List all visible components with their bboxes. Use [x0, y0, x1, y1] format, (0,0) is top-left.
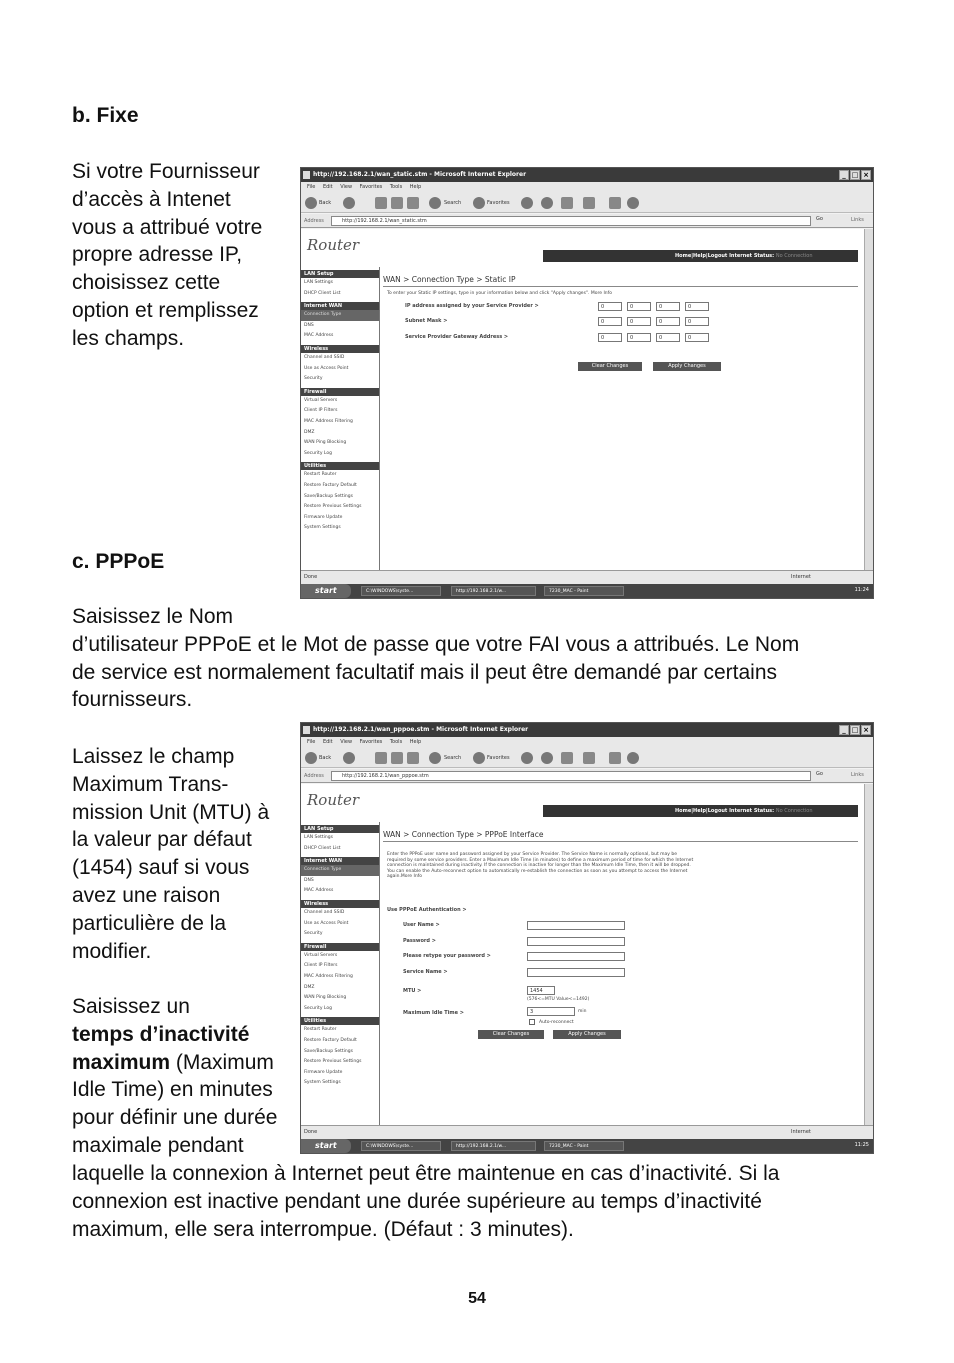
internet-status: No Connection [775, 253, 813, 259]
favorites-label[interactable]: Favorites [487, 755, 510, 761]
sidebar-item[interactable]: Channel and SSID [304, 354, 345, 360]
go-button[interactable]: Go [816, 216, 823, 222]
mask-field-2[interactable]: 0 [627, 317, 651, 326]
text-bold: maximum [72, 1050, 171, 1074]
gateway-field-1[interactable]: 0 [598, 333, 622, 342]
start-button[interactable]: start [301, 1139, 351, 1153]
clear-changes-button[interactable]: Clear Changes [578, 362, 642, 371]
page-content [301, 784, 864, 1125]
sidebar-item[interactable]: Security Log [304, 450, 332, 456]
stop-icon[interactable] [375, 197, 387, 209]
scrollbar[interactable] [864, 229, 873, 570]
mtu-label: MTU > [403, 988, 422, 994]
scrollbar[interactable] [864, 784, 873, 1125]
gateway-field-4[interactable]: 0 [685, 333, 709, 342]
browser-toolbar [301, 748, 873, 768]
heading-fixe: b. Fixe [72, 104, 139, 127]
menu-bar[interactable]: File Edit View Favorites Tools Help [301, 182, 873, 193]
maximize-icon[interactable]: □ [851, 171, 859, 179]
screenshot-static-ip [300, 167, 874, 599]
service-name-label: Service Name > [403, 969, 448, 975]
sidebar-item[interactable]: Restore Factory Default [304, 482, 357, 488]
heading-pppoe: c. PPPoE [72, 550, 165, 573]
text-line [72, 1049, 302, 1077]
gateway-field-3[interactable]: 0 [656, 333, 680, 342]
window-title: http://192.168.2.1/wan_pppoe.stm - Microsoft Internet Explorer [313, 726, 529, 733]
sidebar-item[interactable]: Restart Router [304, 1027, 337, 1033]
sidebar-section-header: LAN Setup [301, 270, 379, 278]
refresh-icon[interactable] [391, 197, 403, 209]
subnet-mask-label: Subnet Mask > [405, 318, 448, 324]
sidebar-item[interactable]: Channel and SSID [304, 909, 345, 915]
search-icon[interactable] [429, 197, 441, 209]
mask-field-3[interactable]: 0 [656, 317, 680, 326]
idle-time-input[interactable]: 3 [527, 1007, 575, 1016]
links-button[interactable]: Links [851, 772, 864, 778]
address-label: Address [304, 773, 324, 779]
sidebar-item[interactable]: DHCP Client List [304, 845, 341, 851]
text-line: pour définir une durée [72, 1106, 278, 1130]
forward-icon[interactable] [343, 752, 355, 764]
router-logo: Router [307, 236, 360, 254]
sidebar-item[interactable]: DNS [304, 877, 314, 883]
sidebar-item[interactable]: Client IP Filters [304, 963, 338, 969]
sidebar-section-header: LAN Setup [301, 825, 379, 833]
text-line: maximale pendant [72, 1133, 244, 1157]
text-regular: (Maximum [170, 1050, 274, 1074]
address-input[interactable]: http://192.168.2.1/wan_pppoe.stm [331, 771, 811, 781]
auto-reconnect-checkbox[interactable] [529, 1019, 535, 1025]
sidebar-item[interactable]: Firmware Update [304, 514, 343, 520]
back-label[interactable]: Back [319, 200, 332, 206]
ip-field-1[interactable]: 0 [598, 302, 622, 311]
gateway-label: Service Provider Gateway Address > [405, 334, 509, 340]
close-icon[interactable]: × [861, 725, 871, 735]
text-line: la valeur par défaut [72, 828, 252, 852]
clock: 11:24 [854, 587, 869, 593]
apply-changes-button[interactable]: Apply Changes [553, 1030, 621, 1039]
text-line: particulière de la [72, 911, 227, 935]
home-icon[interactable] [407, 752, 419, 764]
text-line: d’accès à Intenet [72, 187, 231, 211]
retype-password-label: Please retype your password > [403, 953, 491, 959]
sidebar-item[interactable]: Use as Access Point [304, 920, 349, 926]
main-panel [383, 267, 864, 570]
max-idle-time-label: Maximum Idle Time > [403, 1010, 464, 1016]
sidebar-section-header: Utilities [301, 462, 379, 470]
favorites-icon[interactable] [473, 752, 485, 764]
task-button[interactable]: 7230_MAC - Paint [544, 1141, 624, 1151]
task-button[interactable]: C:\WINDOWS\syste... [361, 1141, 441, 1151]
minimize-icon[interactable]: _ [839, 170, 849, 180]
screenshot-pppoe [300, 722, 874, 1154]
text-line: choisissez cette [72, 271, 221, 295]
divider [383, 841, 858, 842]
sidebar [301, 822, 380, 1125]
mask-field-4[interactable]: 0 [685, 317, 709, 326]
text-line-bold: temps d’inactivité [72, 1022, 250, 1046]
text-line: (1454) sauf si vous [72, 856, 250, 880]
sidebar-section-header: Firewall [301, 943, 379, 951]
window-controls [839, 725, 871, 735]
top-nav-links[interactable]: Home|Help|Logout Internet Status: [675, 253, 775, 259]
clock: 11:25 [854, 1142, 869, 1148]
router-logo: Router [307, 791, 360, 809]
sidebar-item[interactable]: WAN Ping Blocking [304, 440, 347, 446]
taskbar [301, 1139, 873, 1153]
search-icon[interactable] [429, 752, 441, 764]
sidebar-section-header: Utilities [301, 1017, 379, 1025]
gateway-field-2[interactable]: 0 [627, 333, 651, 342]
retype-password-input[interactable] [527, 952, 625, 961]
ip-field-4[interactable]: 0 [685, 302, 709, 311]
address-bar [301, 769, 873, 783]
task-button[interactable]: C:\WINDOWS\syste... [361, 586, 441, 596]
sidebar-item[interactable]: Firmware Update [304, 1069, 343, 1075]
history-icon[interactable] [541, 752, 553, 764]
password-label: Password > [403, 938, 436, 944]
task-button[interactable]: 7230_MAC - Paint [544, 586, 624, 596]
text-line: Saisissez un [72, 995, 190, 1018]
ip-field-3[interactable]: 0 [656, 302, 680, 311]
sidebar-item[interactable]: Connection Type [301, 310, 379, 321]
sidebar-item[interactable]: System Settings [304, 525, 341, 531]
sidebar-item[interactable]: Restore Previous Settings [304, 504, 362, 510]
status-zone: Internet [791, 1129, 811, 1135]
text-line: propre adresse IP, [72, 243, 243, 267]
sidebar-item[interactable]: DHCP Client List [304, 290, 341, 296]
text-line: modifier. [72, 939, 152, 963]
refresh-icon[interactable] [391, 752, 403, 764]
text-line: Laissez le champ [72, 745, 235, 768]
fixe-description [72, 158, 302, 353]
sidebar-item[interactable]: Restore Previous Settings [304, 1059, 362, 1065]
breadcrumb: WAN > Connection Type > PPPoE Interface [383, 830, 544, 839]
address-label: Address [304, 218, 324, 224]
text-line: fournisseurs. [72, 688, 193, 712]
browser-toolbar [301, 193, 873, 213]
address-input[interactable]: http://192.168.2.1/wan_static.stm [331, 216, 811, 226]
sidebar-section-header: Firewall [301, 388, 379, 396]
messenger-icon[interactable] [627, 197, 639, 209]
sidebar-item[interactable]: Security Log [304, 1005, 332, 1011]
favorites-icon[interactable] [473, 197, 485, 209]
mtu-hint: (576<=MTU Value<=1492) [527, 997, 590, 1002]
search-label[interactable]: Search [444, 200, 462, 206]
sidebar-item[interactable]: MAC Address [304, 333, 334, 339]
window-controls [839, 170, 871, 180]
media-icon[interactable] [521, 197, 533, 209]
page-content [301, 229, 864, 570]
mtu-description [72, 743, 302, 965]
auto-reconnect-label: Auto-reconnect [539, 1020, 574, 1025]
mtu-input[interactable]: 1454 [527, 986, 555, 995]
text-line: Idle Time) en minutes [72, 1078, 273, 1102]
mail-icon[interactable] [561, 197, 573, 209]
pppoe-intro [72, 603, 892, 714]
sidebar-item[interactable]: System Settings [304, 1080, 341, 1086]
text-line: Saisissez le Nom [72, 605, 234, 628]
text-line: de service est normalement facultatif mais il peut être demandé par certains [72, 660, 778, 684]
forward-icon[interactable] [343, 197, 355, 209]
sidebar-item[interactable]: MAC Address [304, 888, 334, 894]
sidebar-item[interactable]: WAN Ping Blocking [304, 995, 347, 1001]
sidebar-item[interactable]: Security [304, 376, 323, 382]
text-line: d’utilisateur PPPoE et le Mot de passe que votre FAI vous a attribués. Le Nom [72, 632, 800, 656]
mail-icon[interactable] [561, 752, 573, 764]
home-icon[interactable] [407, 197, 419, 209]
messenger-icon[interactable] [627, 752, 639, 764]
edit-icon[interactable] [609, 197, 621, 209]
task-button[interactable]: http://192.168.2.1/w... [451, 586, 536, 596]
top-nav-links[interactable]: Home|Help|Logout Internet Status: [675, 808, 775, 814]
text-line: connexion est inactive pendant une durée supérieure au temps d’inactivité [72, 1189, 762, 1213]
maximize-icon[interactable]: □ [851, 726, 859, 734]
sidebar-section-header: Wireless [301, 900, 379, 908]
sidebar-item[interactable]: Restart Router [304, 472, 337, 478]
user-name-input[interactable] [527, 921, 625, 930]
text-line: Maximum Trans- [72, 772, 229, 796]
text-line: laquelle la connexion à Internet peut être maintenue en cas d’inactivité. Si la [72, 1162, 780, 1185]
sidebar-item[interactable]: Virtual Servers [304, 397, 338, 403]
apply-changes-button[interactable]: Apply Changes [653, 362, 721, 371]
status-done: Done [304, 574, 318, 580]
sidebar-item[interactable]: MAC Address Filtering [304, 973, 353, 979]
links-button[interactable]: Links [851, 217, 864, 223]
text-line: mission Unit (MTU) à [72, 800, 270, 824]
sidebar-item[interactable]: Security [304, 931, 323, 937]
task-button[interactable]: http://192.168.2.1/w... [451, 1141, 536, 1151]
favorites-label[interactable]: Favorites [487, 200, 510, 206]
menu-bar[interactable]: File Edit View Favorites Tools Help [301, 737, 873, 748]
sidebar-section-header: Wireless [301, 345, 379, 353]
sidebar-item[interactable]: LAN Settings [304, 835, 333, 840]
sidebar-item[interactable]: LAN Settings [304, 280, 333, 285]
address-bar [301, 214, 873, 228]
media-icon[interactable] [521, 752, 533, 764]
back-icon[interactable] [305, 197, 317, 209]
sidebar-item[interactable]: Save/Backup Settings [304, 493, 353, 499]
browser-titlebar [301, 168, 873, 182]
password-input[interactable] [527, 937, 625, 946]
edit-icon[interactable] [609, 752, 621, 764]
sidebar-item[interactable]: Restore Factory Default [304, 1037, 357, 1043]
ip-field-2[interactable]: 0 [627, 302, 651, 311]
go-button[interactable]: Go [816, 771, 823, 777]
mask-field-1[interactable]: 0 [598, 317, 622, 326]
window-title: http://192.168.2.1/wan_static.stm - Microsoft Internet Explorer [313, 171, 527, 178]
sidebar-section-header: Internet WAN [301, 302, 379, 310]
browser-titlebar [301, 723, 873, 737]
sidebar-item[interactable]: MAC Address Filtering [304, 418, 353, 424]
page-number: 54 [468, 1290, 486, 1307]
print-icon[interactable] [583, 752, 595, 764]
stop-icon[interactable] [375, 752, 387, 764]
clear-changes-button[interactable]: Clear Changes [478, 1030, 544, 1039]
text-line: les champs. [72, 326, 185, 350]
sidebar [301, 267, 380, 570]
ie-icon [303, 171, 310, 179]
text-line: maximum, elle sera interrompue. (Défaut : 3 minutes). [72, 1217, 574, 1241]
start-button[interactable]: start [301, 584, 351, 598]
ie-icon [303, 726, 310, 734]
status-bar [301, 570, 873, 584]
description: To enter your Static IP settings, type in your information below and click "Apply changes". More Info [387, 291, 612, 296]
internet-status: No Connection [775, 808, 813, 814]
service-name-input[interactable] [527, 968, 625, 977]
minimize-icon[interactable]: _ [839, 725, 849, 735]
back-icon[interactable] [305, 752, 317, 764]
pppoe-auth-label: Use PPPoE Authentication > [387, 907, 467, 913]
sidebar-item[interactable]: DMZ [304, 984, 315, 990]
status-done: Done [304, 1129, 318, 1135]
taskbar [301, 584, 873, 598]
text-line: vous a attribué votre [72, 215, 263, 239]
status-bar [301, 1125, 873, 1139]
back-label[interactable]: Back [319, 755, 332, 761]
user-name-label: User Name > [403, 922, 440, 928]
print-icon[interactable] [583, 197, 595, 209]
top-nav [543, 250, 858, 262]
divider [383, 286, 858, 287]
search-label[interactable]: Search [444, 755, 462, 761]
top-nav [543, 805, 858, 817]
idle-description [72, 993, 302, 1160]
sidebar-item[interactable]: DNS [304, 322, 314, 328]
sidebar-item[interactable]: Virtual Servers [304, 952, 338, 958]
text-line: avez une raison [72, 883, 221, 907]
text-line: option et remplissez [72, 298, 259, 322]
sidebar-item[interactable]: Connection Type [301, 865, 379, 876]
sidebar-item[interactable]: DMZ [304, 429, 315, 435]
sidebar-item[interactable]: Use as Access Point [304, 365, 349, 371]
ip-address-label: IP address assigned by your Service Provider > [405, 303, 539, 309]
history-icon[interactable] [541, 197, 553, 209]
main-panel [383, 822, 864, 1125]
text-line: Si votre Fournisseur [72, 160, 260, 183]
description: Enter the PPPoE user name and password assigned by your Service Provider. The Service Name is normally optional, but may be required by some service providers. Enter a Maximum Idle Time (in minutes) to define a maximum period of time for which the Internet connection is maintained during inactivity. If the connection is inactive for longer than the Maximum Idle Time, then it will be dropped. You can enable the Auto-reconnect option to automatically re-establish the connection as soon as you attempt to access the Internet again.More Info [387, 852, 694, 880]
breadcrumb: WAN > Connection Type > Static IP [383, 275, 516, 284]
sidebar-section-header: Internet WAN [301, 857, 379, 865]
sidebar-item[interactable]: Client IP Filters [304, 408, 338, 414]
minutes-unit: min [578, 1009, 587, 1014]
idle-description-continued [72, 1160, 892, 1243]
status-zone: Internet [791, 574, 811, 580]
close-icon[interactable]: × [861, 170, 871, 180]
sidebar-item[interactable]: Save/Backup Settings [304, 1048, 353, 1054]
